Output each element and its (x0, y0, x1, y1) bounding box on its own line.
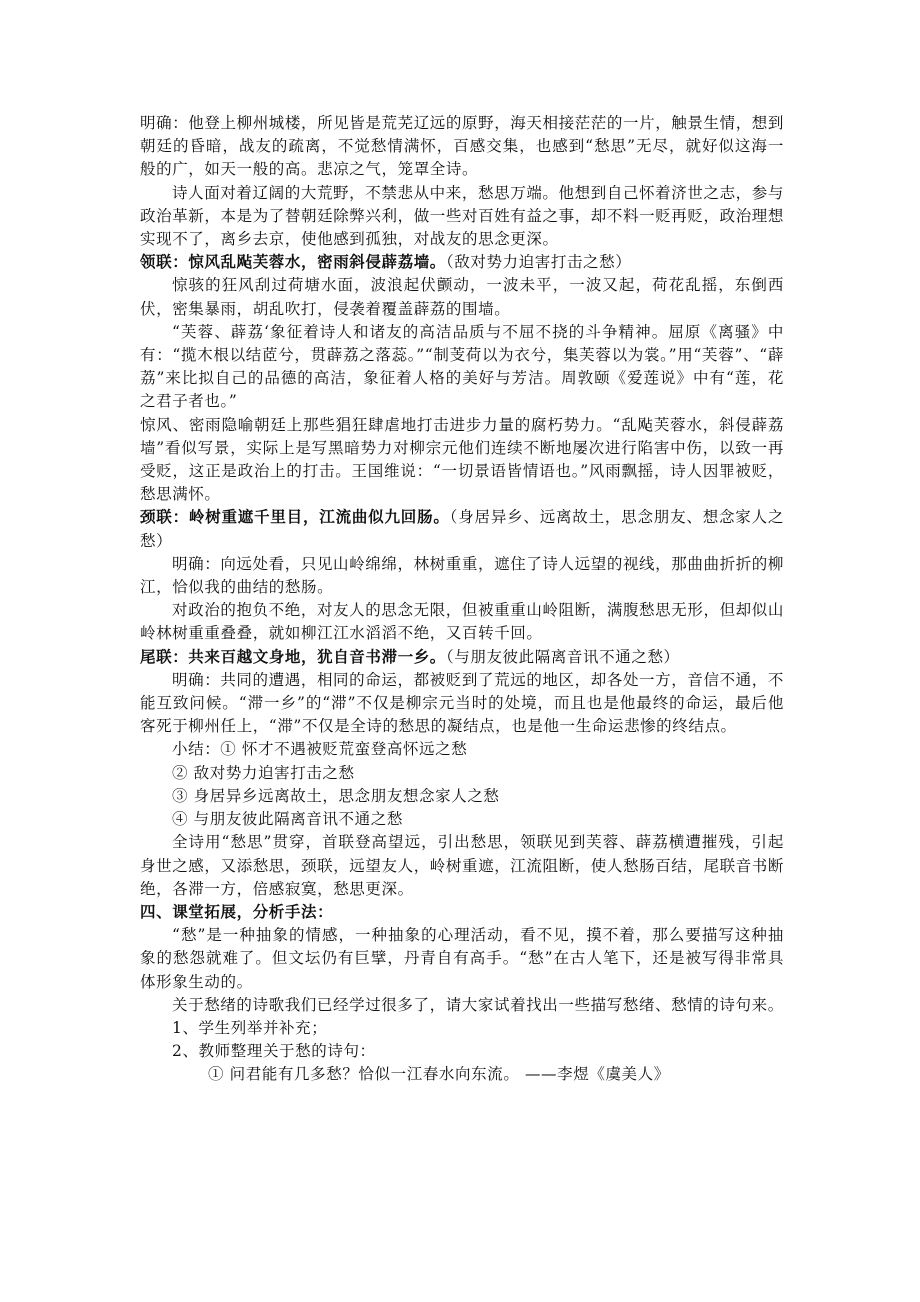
paragraph-poet-feeling: 诗人面对着辽阔的大荒野，不禁悲从中来，愁思万端。他想到自己怀着济世之志，参与政治革新，本是为了替朝廷除弊兴利，做一些对百姓有益之事，却不料一贬再贬，政治理想实现不了，离乡去京，使他感到孤独，对战友的思念更深。 (140, 183, 785, 249)
paragraph-political: 对政治的抱负不绝，对友人的思念无限，但被重重山岭阻断，满腹愁思无形，但却似山岭林树重重叠叠，就如柳江江水滔滔不绝，又百转千回。 (140, 601, 784, 643)
section-4-heading: 四、课堂拓展，分析手法： (140, 902, 334, 921)
paragraph-lotus-symbol: “芙蓉、薜荔‘象征着诗人和诸友的高洁品质与不屈不挠的斗争精神。屈原《离骚》中有：“揽木根以结茝兮，贯薜荔之落蕊。”“制芰荷以为衣兮，集芙蓉以为裳。”用“芙蓉”、“薜荔”来比拟自己的品德的高洁，象征着人格的美好与芳洁。周敦颐《爱莲说》中有“莲，花之君子者也。” (140, 322, 784, 411)
summary-item-3: ③ 身居异乡远离故土，思念朋友想念家人之愁 (172, 786, 500, 805)
summary-item-2: ② 敌对势力迫害打击之愁 (172, 763, 355, 782)
couplet-3-heading: 颈联：岭树重遮千里目，江流曲似九回肠。 (140, 508, 450, 527)
quote-item-1: ① 问君能有几多愁？恰似一江春水向东流。 ——李煜《虞美人》 (208, 1065, 670, 1084)
couplet-4-note: （与朋友彼此隔离音讯不通之愁） (445, 647, 680, 666)
paragraph-task: 关于愁绪的诗歌我们已经学过很多了，请大家试着找出一些描写愁绪、愁情的诗句来。 (172, 995, 784, 1014)
couplet-2-line (140, 251, 784, 274)
paragraph-clarify-3: 明确：向远处看，只见山岭绵绵，林树重重，遮住了诗人远望的视线，那曲曲折折的柳江，恰似我的曲结的愁肠。 (140, 554, 784, 597)
paragraph-wind-rain: 惊骇的狂风刮过荷塘水面，波浪起伏颤动，一波未平，一波又起，荷花乱摇，东倒西伏，密集暴雨，胡乱吹打，侵袭着覆盖薜荔的围墙。 (140, 276, 784, 318)
paragraph-metaphor: 惊风、密雨隐喻朝廷上那些猖狂肆虐地打击进步力量的腐朽势力。“乱飐芙蓉水，斜侵薜荔墙”看似写景，实际上是写黑暗势力对柳宗元他们连续不断地屡次进行陷害中伤，以致一再受贬，这正是政治上的打击。王国维说：“一切景语皆情语也。”风雨飘摇，诗人因罪被贬，愁思满怀。 (140, 415, 784, 504)
couplet-4-line (140, 646, 784, 669)
couplet-2-heading: 领联：惊风乱飐芙蓉水，密雨斜侵薜荔墙。 (140, 253, 446, 272)
summary-item-4: ④ 与朋友彼此隔离音讯不通之愁 (172, 810, 403, 829)
couplet-3-note: （身居异乡、远离故土，思念朋友、想念家人之愁） (140, 508, 784, 550)
paragraph-clarify-4: 明确：共同的遭遇，相同的命运，都被贬到了荒远的地区，却各处一方，音信不通，不能互致问候。“滞一乡”的“滞”不仅是柳宗元当时的处境，而且也是他最终的命运，最后他客死于柳州任上，“滞”不仅是全诗的愁思的凝结点，也是他一生命运悲惨的终结点。 (140, 670, 784, 736)
summary-item-1: 小结：① 怀才不遇被贬荒蛮登高怀远之愁 (172, 740, 468, 759)
paragraph-clarify-1: 明确：他登上柳州城楼，所见皆是荒芜辽远的原野，海天相接茫茫的一片，触景生情，想到朝廷的昏暗，战友的疏离，不觉愁情满怀，百感交集，也感到“愁思”无尽，就好似这海一般的广，如天一般的高。悲凉之气，笼罩全诗。 (140, 114, 785, 179)
paragraph-abstract-sorrow: “愁”是一种抽象的情感，一种抽象的心理活动，看不见，摸不着，那么要描写这种抽象的愁怨就难了。但文坛仍有巨擘，丹青自有高手。“愁”在古人笔下，还是被写得非常具体形象生动的。 (140, 926, 784, 991)
list-item-2: 2、教师整理关于愁的诗句： (172, 1042, 376, 1061)
list-item-1: 1、学生列举并补充； (172, 1018, 328, 1037)
paragraph-summary: 全诗用“愁思”贯穿，首联登高望远，引出愁思，领联见到芙蓉、薜荔横遭摧残，引起身世之感，又添愁思，颈联，远望友人，岭树重遮，江流阻断，使人愁肠百结，尾联音书断绝，各滞一方，倍感寂寞，愁思更深。 (140, 833, 785, 898)
couplet-4-heading: 尾联：共来百越文身地，犹自音书滞一乡。 (140, 647, 446, 666)
couplet-2-note: （敌对势力迫害打击之愁） (445, 253, 632, 272)
couplet-3-line (140, 506, 784, 552)
